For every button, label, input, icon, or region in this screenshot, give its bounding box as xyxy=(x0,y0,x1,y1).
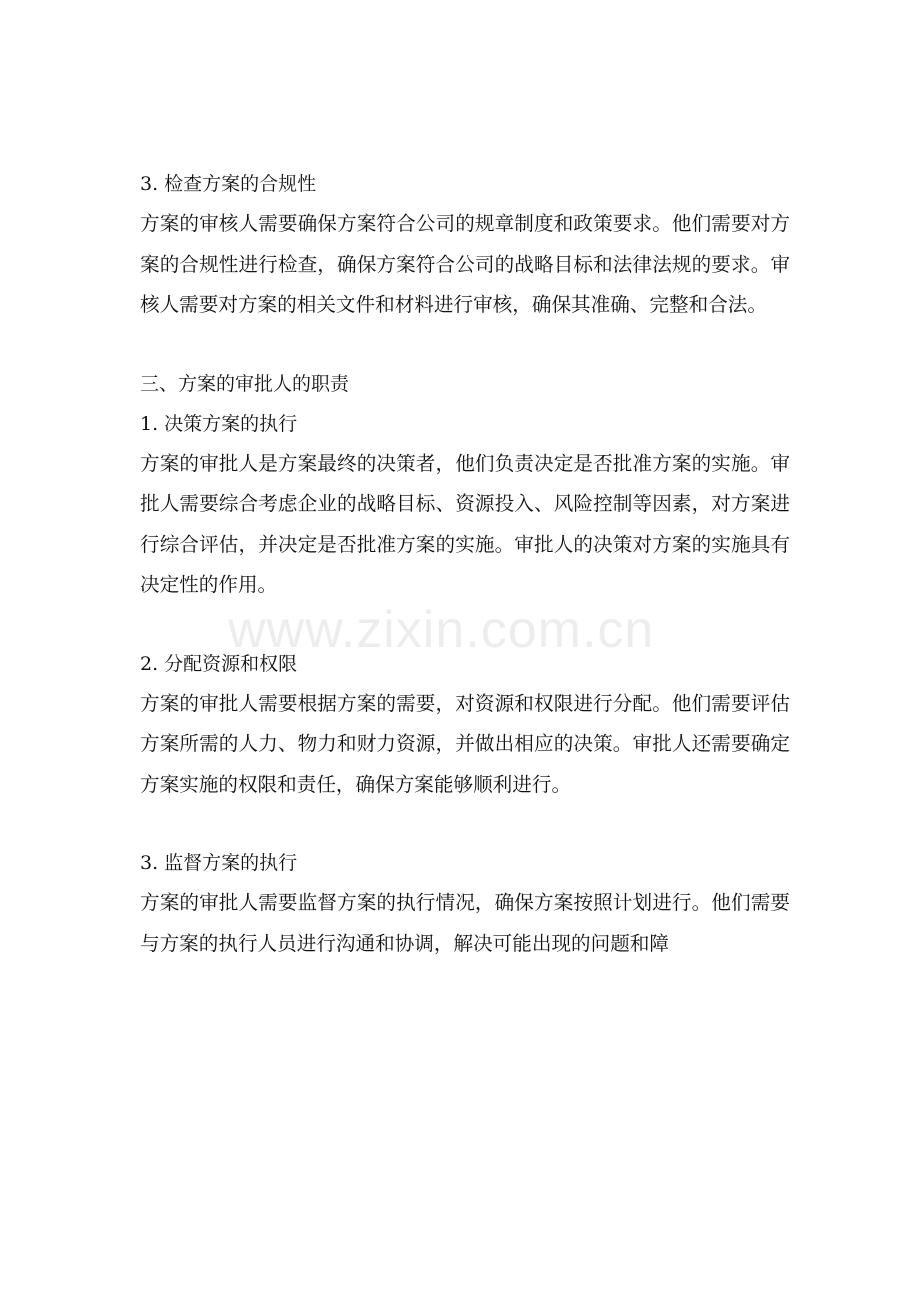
section-heading-decision: 1. 决策方案的执行 xyxy=(140,412,298,435)
document-content xyxy=(140,164,790,964)
section-heading-resources: 2. 分配资源和权限 xyxy=(140,652,298,675)
section-body-resources: 方案的审批人需要根据方案的需要，对资源和权限进行分配。他们需要评估方案所需的人力、物力和财力资源，并做出相应的决策。审批人还需要确定方案实施的权限和责任，确保方案能够顺利进行。 xyxy=(140,691,790,796)
section-heading-supervision: 3. 监督方案的执行 xyxy=(140,852,298,874)
spacer xyxy=(140,326,790,364)
section-body-decision: 方案的审批人是方案最终的决策者，他们负责决定是否批准方案的实施。审批人需要综合考虑企业的战略目标、资源投入、风险控制等因素，对方案进行综合评估，并决定是否批准方案的实施。审批人的决策对方案的实施具有决定性的作用。 xyxy=(140,451,790,596)
section-body-supervision: 方案的审批人需要监督方案的执行情况，确保方案按照计划进行。他们需要与方案的执行人员进行沟通和协调，解决可能出现的问题和障 xyxy=(140,891,790,955)
spacer xyxy=(140,805,790,843)
section-heading-compliance: 3. 检查方案的合规性 xyxy=(140,173,317,195)
spacer xyxy=(140,606,790,644)
part-title-approver-duties: 三、方案的审批人的职责 xyxy=(140,372,350,395)
section-body-compliance: 方案的审核人需要确保方案符合公司的规章制度和政策要求。他们需要对方案的合规性进行检查，确保方案符合公司的战略目标和法律法规的要求。审核人需要对方案的相关文件和材料进行审核，确保其准确、完整和合法。 xyxy=(140,212,790,316)
watermark: www.zixin.com.cn xyxy=(228,601,655,659)
